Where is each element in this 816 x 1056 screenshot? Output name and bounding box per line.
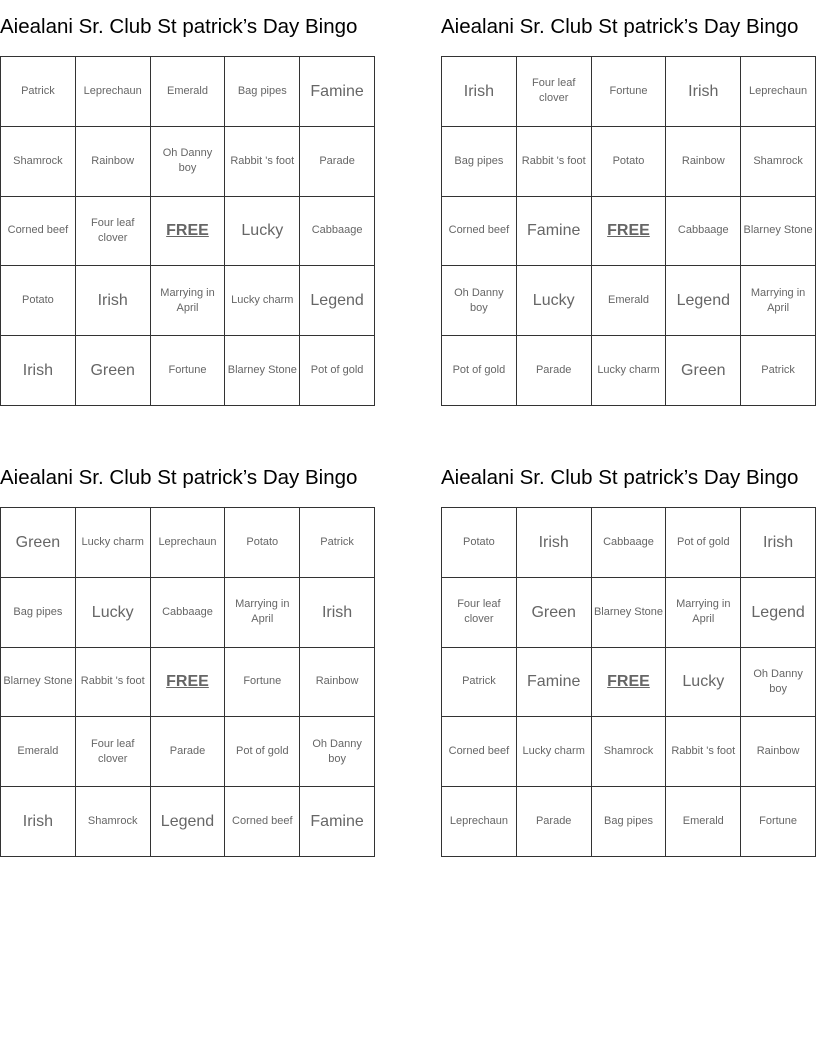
- bingo-cell: Rabbit 's foot: [517, 127, 592, 197]
- bingo-cell: Rainbow: [741, 717, 816, 787]
- bingo-cell: Rabbit 's foot: [76, 648, 151, 718]
- bingo-cell: Emerald: [151, 57, 226, 127]
- bingo-grid: [0, 507, 375, 857]
- bingo-cell: Lucky charm: [592, 336, 667, 406]
- bingo-cell: Lucky: [225, 197, 300, 267]
- bingo-cell: Four leaf clover: [76, 197, 151, 267]
- bingo-cell: Lucky charm: [517, 717, 592, 787]
- bingo-cell: Irish: [1, 336, 76, 406]
- bingo-cell: Irish: [517, 508, 592, 578]
- bingo-cell: Potato: [592, 127, 667, 197]
- bingo-cell: Blarney Stone: [592, 578, 667, 648]
- bingo-cell: Pot of gold: [225, 717, 300, 787]
- bingo-cell: Marrying in April: [666, 578, 741, 648]
- bingo-cell: Fortune: [741, 787, 816, 857]
- bingo-cell: Bag pipes: [225, 57, 300, 127]
- bingo-cell: Rainbow: [666, 127, 741, 197]
- bingo-cell: Four leaf clover: [442, 578, 517, 648]
- bingo-cell: Marrying in April: [741, 266, 816, 336]
- bingo-cell: Fortune: [225, 648, 300, 718]
- bingo-cell: Oh Danny boy: [300, 717, 375, 787]
- bingo-cell: Corned beef: [442, 717, 517, 787]
- bingo-cell: Famine: [517, 648, 592, 718]
- bingo-cell: Shamrock: [1, 127, 76, 197]
- bingo-cell: Lucky: [76, 578, 151, 648]
- bingo-cell: Cabbaage: [592, 508, 667, 578]
- bingo-cell: Legend: [151, 787, 226, 857]
- bingo-grid: [441, 507, 816, 857]
- bingo-cell: Green: [666, 336, 741, 406]
- bingo-cell: Green: [1, 508, 76, 578]
- bingo-cell: Shamrock: [76, 787, 151, 857]
- bingo-cell: Leprechaun: [442, 787, 517, 857]
- bingo-cell: Fortune: [592, 57, 667, 127]
- card-title: Aiealani Sr. Club St patrick’s Day Bingo: [0, 466, 358, 489]
- bingo-cell: Leprechaun: [151, 508, 226, 578]
- bingo-card-1: [0, 12, 375, 380]
- bingo-cell: Four leaf clover: [517, 57, 592, 127]
- bingo-cell: Lucky: [517, 266, 592, 336]
- bingo-cell: Cabbaage: [151, 578, 226, 648]
- bingo-cell: Bag pipes: [1, 578, 76, 648]
- bingo-cell: Rainbow: [300, 648, 375, 718]
- bingo-cell: Shamrock: [592, 717, 667, 787]
- bingo-grid: [441, 56, 816, 406]
- bingo-cell: Parade: [151, 717, 226, 787]
- bingo-cell: Potato: [1, 266, 76, 336]
- free-space: FREE: [151, 197, 226, 267]
- bingo-cell: Lucky charm: [76, 508, 151, 578]
- bingo-cell: Leprechaun: [741, 57, 816, 127]
- bingo-cell: Bag pipes: [592, 787, 667, 857]
- bingo-cell: Rabbit 's foot: [666, 717, 741, 787]
- bingo-cell: Potato: [225, 508, 300, 578]
- bingo-cell: Oh Danny boy: [741, 648, 816, 718]
- card-title: Aiealani Sr. Club St patrick’s Day Bingo: [441, 466, 799, 489]
- bingo-cell: Parade: [517, 787, 592, 857]
- bingo-cell: Blarney Stone: [741, 197, 816, 267]
- bingo-cell: Legend: [741, 578, 816, 648]
- bingo-cell: Lucky: [666, 648, 741, 718]
- bingo-cell: Legend: [300, 266, 375, 336]
- bingo-cell: Pot of gold: [442, 336, 517, 406]
- bingo-cell: Emerald: [666, 787, 741, 857]
- bingo-cell: Rainbow: [76, 127, 151, 197]
- bingo-cell: Corned beef: [1, 197, 76, 267]
- bingo-cell: Irish: [1, 787, 76, 857]
- bingo-cell: Lucky charm: [225, 266, 300, 336]
- free-space: FREE: [592, 197, 667, 267]
- bingo-grid: [0, 56, 375, 406]
- bingo-cell: Irish: [741, 508, 816, 578]
- bingo-cell: Patrick: [1, 57, 76, 127]
- bingo-cell: Corned beef: [442, 197, 517, 267]
- bingo-cell: Oh Danny boy: [442, 266, 517, 336]
- bingo-cell: Rabbit 's foot: [225, 127, 300, 197]
- bingo-cell: Patrick: [300, 508, 375, 578]
- card-title: Aiealani Sr. Club St patrick’s Day Bingo: [441, 15, 799, 38]
- bingo-card-3: [0, 463, 375, 831]
- bingo-cell: Patrick: [442, 648, 517, 718]
- bingo-cell: Pot of gold: [300, 336, 375, 406]
- free-space: FREE: [151, 648, 226, 718]
- bingo-cell: Bag pipes: [442, 127, 517, 197]
- bingo-card-4: [441, 463, 816, 828]
- bingo-cell: Legend: [666, 266, 741, 336]
- bingo-cell: Irish: [666, 57, 741, 127]
- bingo-cell: Marrying in April: [225, 578, 300, 648]
- bingo-cell: Pot of gold: [666, 508, 741, 578]
- bingo-cell: Famine: [517, 197, 592, 267]
- bingo-cell: Fortune: [151, 336, 226, 406]
- bingo-cell: Corned beef: [225, 787, 300, 857]
- bingo-cell: Irish: [300, 578, 375, 648]
- bingo-cell: Patrick: [741, 336, 816, 406]
- card-title: Aiealani Sr. Club St patrick’s Day Bingo: [0, 15, 358, 38]
- bingo-cell: Leprechaun: [76, 57, 151, 127]
- bingo-cell: Four leaf clover: [76, 717, 151, 787]
- bingo-card-2: [441, 12, 816, 380]
- bingo-cell: Oh Danny boy: [151, 127, 226, 197]
- bingo-cell: Green: [76, 336, 151, 406]
- free-space: FREE: [592, 648, 667, 718]
- bingo-cell: Famine: [300, 57, 375, 127]
- bingo-cell: Blarney Stone: [225, 336, 300, 406]
- bingo-cell: Shamrock: [741, 127, 816, 197]
- bingo-cell: Parade: [517, 336, 592, 406]
- bingo-cell: Emerald: [592, 266, 667, 336]
- bingo-cell: Green: [517, 578, 592, 648]
- bingo-cell: Parade: [300, 127, 375, 197]
- bingo-cell: Potato: [442, 508, 517, 578]
- bingo-cell: Irish: [76, 266, 151, 336]
- bingo-cell: Irish: [442, 57, 517, 127]
- bingo-cell: Cabbaage: [666, 197, 741, 267]
- bingo-cell: Blarney Stone: [1, 648, 76, 718]
- bingo-cell: Famine: [300, 787, 375, 857]
- bingo-cell: Emerald: [1, 717, 76, 787]
- bingo-cell: Cabbaage: [300, 197, 375, 267]
- bingo-cell: Marrying in April: [151, 266, 226, 336]
